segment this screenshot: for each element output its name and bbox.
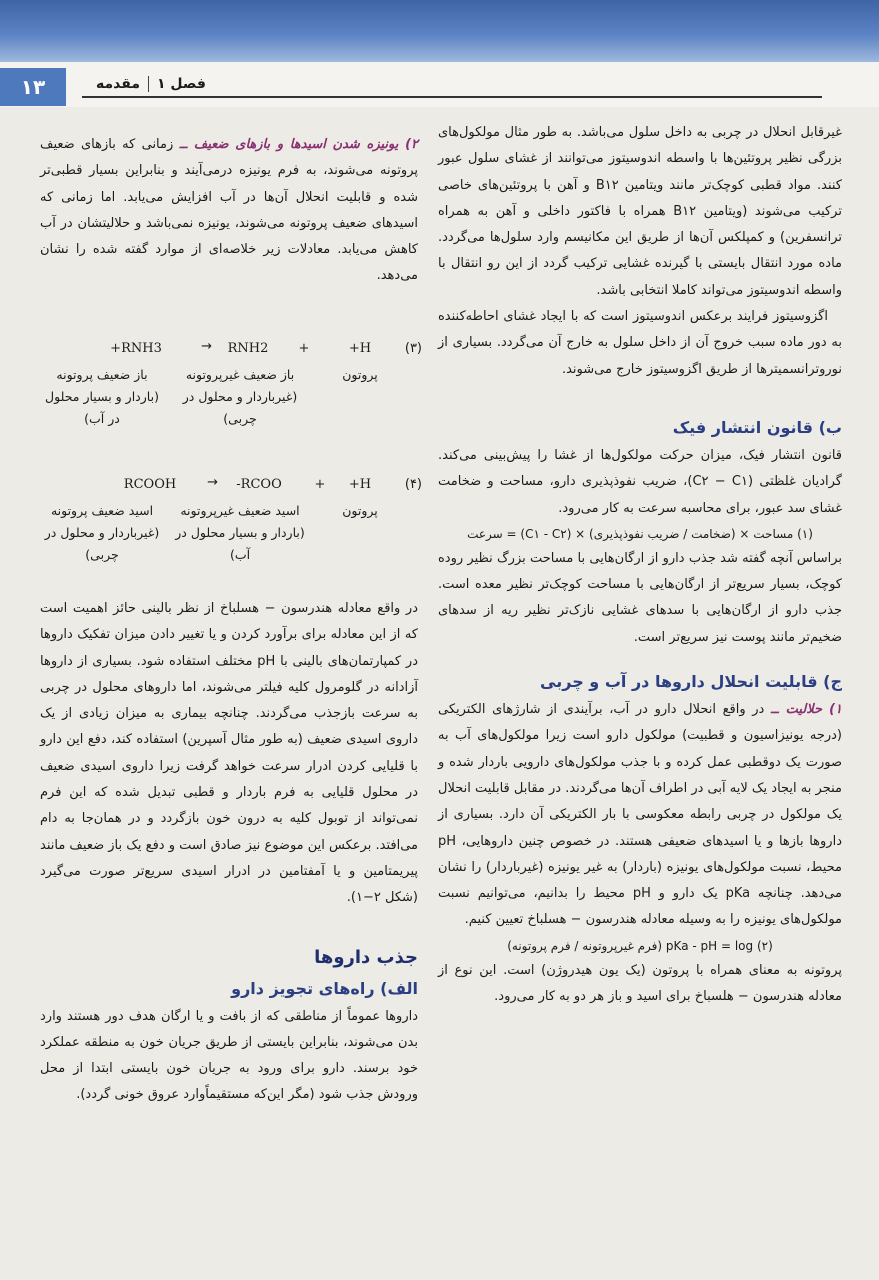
equation-4 [40,472,430,572]
left-column-top [40,132,418,290]
equation-3-plus: + [298,341,310,356]
paragraph-fick: قانون انتشار فیک، میزان حرکت مولکول‌ها از غشا را پیش‌بینی می‌کند. گرادیان غلظتی (C۲ − C۱)، ضریب نفوذپذیری دارو، مساحت و ضخامت غشای سد عبور، برای محاسبه سرعت به کار می‌رود. [438,447,842,516]
heading-fick-law: ب) قانون انتشار فیک [672,417,842,437]
chapter-label: فصل ۱ [157,76,206,92]
equation-3-proton: H+ [348,341,372,356]
top-color-band [0,0,879,62]
formula-fick: (۱) مساحت × (ضخامت / ضریب نفوذپذیری) × (C۱ - C۲) = سرعت [467,526,813,541]
header-separator [148,76,149,92]
page-number: ۱۳ [0,68,66,106]
equation-3-unprotonated: RNH2 [227,341,269,356]
paragraph-exocytosis: اگزوسیتوز فرایند برعکس اندوسیتوز است که با ایجاد غشای احاطه‌کننده به دور ماده سبب خروج آن از داخل سلول به خارج آن می‌گردد. بسیاری از نوروترانسمیترها از طریق اگزوسیتوز خارج می‌شوند. [438,309,842,377]
equation-4-protonated: RCOOH [123,477,177,492]
equation-3-label-unprotonated: باز ضعیف غیرپروتونه (غیرباردار و محلول در چربی) [182,367,298,426]
equation-4-label-proton: پروتون [342,503,378,518]
paragraph-endocytosis: غیرقابل انحلال در چربی به داخل سلول می‌باشد. به طور مثال مولکول‌های بزرگی نظیر پروتئین‌ها با واسطه اندوسیتوز می‌توانند از غشای سلول عبور کنند. مواد قطبی کوچک‌تر مانند ویتامین B۱۲ و آهن با پروتئین‌های خاصی ترکیب می‌شوند (ویتامین B۱۲ همراه با فاکتور داخلی و آهن به همراه ترانسفرین) و کمپلکس آن‌ها از طریق این مکانیسم وارد سلول‌ها می‌گردد. ماده مورد انتقال بایستی با گیرنده غشایی ترکیب گردد از این رو انتقال با واسطه اندوسیتوز می‌تواند کاملا انتخابی باشد. [438,125,842,298]
equation-4-label-unprotonated: اسید ضعیف غیرپروتونه (باردار و بسیار محلول در آب) [175,503,305,562]
paragraph-absorption-area: براساس آنچه گفته شد جذب دارو از ارگان‌هایی با مساحت بزرگ نظیر روده کوچک، بسیار سریع‌تر از ارگان‌هایی با مساحت کوچک‌تر نظیر معده است. جذب دارو از ارگان‌هایی با سدهای غشایی نازک‌تر نظیر ریه از سدهای ضخیم‌تر مانند پوست نیز سریع‌تر است. [438,550,842,645]
formula-henderson: (۲) pKa - pH = log (فرم غیرپروتونه / فرم پروتونه) [507,938,773,953]
paragraph-solubility-text: در واقع انحلال دارو در آب، برآیندی از شارژهای الکتریکی (درجه یونیزاسیون و قطبیت) مولکول دارو است زیرا مولکول‌های آب به صورت یک دوقطبی عمل کرده و با جذب مولکول‌های دارویی باردار شده و منجر به ایجاد یک لایه آبی در اطراف آن‌ها می‌گردند. در مقابل قابلیت انحلال یک مولکول در چربی رابطه معکوسی با بار الکتریکی آن دارد. بسیاری از داروها بازها و یا اسیدهای ضعیفی هستند. در خصوص چنین داروهایی، pH محیط، نسبت مولکول‌های یونیزه (باردار) به غیر یونیزه (غیرباردار) را نشان می‌دهد. چنانچه pKa یک دارو و pH محیط را بدانیم، می‌توانیم نسبت مولکول‌های یونیزه را به وسیله معادله هندرسون − هسلباخ تعیین کنیم. [438,702,842,928]
subheading-solubility: ۱) حلالیت ــ [770,702,842,718]
paragraph-protonated: پروتونه به معنای همراه با پروتون (یک یون هیدروژن) است. این نوع از معادله هندرسون − هلسباخ برای اسید و باز هر دو به کار می‌رود. [438,962,842,1005]
equation-3-number: (۳) [404,341,422,356]
equation-4-unprotonated: RCOO- [236,477,282,492]
equation-3-protonated: RNH3+ [110,341,162,356]
equation-4-proton: H+ [348,477,372,492]
subheading-ionization: ۲) یونیزه شدن اسیدها و بازهای ضعیف ــ [179,137,419,152]
equation-3-arrow: → [201,339,212,354]
running-head [96,76,206,92]
equation-4-number: (۴) [404,477,422,492]
equation-4-arrow: → [207,475,218,490]
equation-4-label-protonated: اسید ضعیف پروتونه (غیرباردار و محلول در چربی) [44,503,160,562]
paragraph-henderson-clinical: در واقع معادله هندرسون − هسلباخ از نظر بالینی حائز اهمیت است که از این معادله برای برآورد کردن و یا تغییر دادن میزان تفکیک داروها در کمپارتمان‌های بالینی با pH مختلف استفاده شود. بسیاری از داروها آزادانه در گلومرول کلیه فیلتر می‌شوند، اما داروهای محلول در چربی به سرعت بازجذب می‌گردند. چنانچه بیماری به میزان زیادی از یک داروی اسیدی ضعیف (به طور مثال آسپرین) استفاده کند، دفع این دارو با قلیایی کردن ادرار سرعت خواهد گرفت زیرا داروی اسیدی ضعیف در محلول قلیایی به فرم باردار و قطبی تبدیل شده که این فرم نمی‌تواند از توبول کلیه به درون خون بازگردد و در همان‌جا به دام می‌افتد. برعکس این موضوع نیز صادق است و دفع یک باز ضعیف مانند پیریمتامین و یا آمفتامین در ادرار اسیدی سریع‌تر صورت می‌گیرد (شکل ۲−۱). [40,601,418,906]
paragraph-routes: داروها عموماً از مناطقی که از بافت و یا ارگان هدف دور هستند وارد بدن می‌شوند، بنابراین بایستی از طریق جریان خون به منطقه عملکرد خود برسند. دارو برای ورود به جریان خون بایستی ابتدا از محل ورودش جذب شود (مگر این‌که مستقیماًوارد عروق خونی گردد). [40,1008,418,1103]
chapter-title: مقدمه [96,76,140,92]
equation-3-label-proton: پروتون [342,367,378,382]
paragraph-ionization-text: زمانی که بازهای ضعیف پروتونه می‌شوند، به فرم یونیزه درمی‌آیند و بنابراین بسیار قطبی‌تر شده و قابلیت انحلال آن‌ها در آب افزایش می‌یابد. اما زمانی که اسیدهای ضعیف پروتونه می‌شوند، یونیزه نمی‌باشد و حلالیتشان در آب کاهش می‌یابد. معادلات زیر خلاصه‌ای از موارد گفته شده را نشان می‌دهد. [40,137,418,284]
heading-drug-absorption: جذب داروها [314,946,418,968]
left-column-bottom [40,596,418,1109]
right-column [438,120,842,1010]
heading-solubility: ج) قابلیت انحلال داروها در آب و چربی [540,672,842,692]
heading-routes: الف) راه‌های تجویز دارو [231,978,418,998]
equation-3-label-protonated: باز ضعیف پروتونه (باردار و بسیار محلول در آب) [45,367,159,426]
paragraph-solubility [438,697,842,934]
paragraph-ionization [40,132,418,290]
header-rule [82,96,822,98]
equation-4-plus: + [314,477,326,492]
equation-3 [40,336,430,436]
